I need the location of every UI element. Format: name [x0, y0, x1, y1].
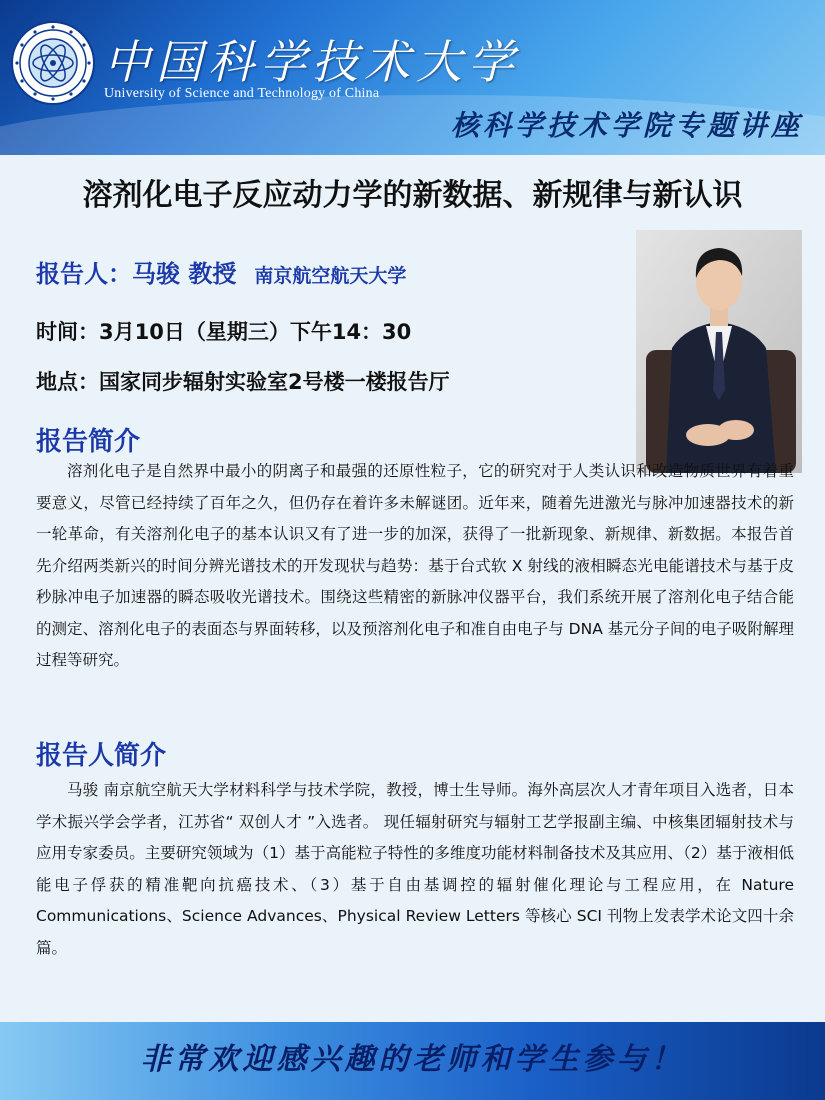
intro-heading: 报告简介 — [36, 427, 141, 457]
header-banner — [0, 0, 825, 155]
speaker-portrait-photo — [636, 230, 802, 473]
university-name-cn: 中国科学技术大学 — [104, 35, 520, 89]
footer-invitation: 非常欢迎感兴趣的老师和学生参与！ — [140, 1042, 685, 1077]
lecture-series-title: 核科学技术学院专题讲座 — [450, 109, 803, 142]
bio-paragraph: 马骏 南京航空航天大学材料科学与技术学院，教授，博士生导师。海外高层次人才青年项目入选者，日本学术振兴学会学者，江苏省“ 双创人才 ”入选者。 现任辐射研究与辐射工艺学报副主编、中核集团辐射技术与应用专家委员。主要研究领域为（1）基于高能粒子特性的多维度功能材料制备技术及其应用、（2）基于液相低能电子俘获的精准靶向抗癌技术、（3）基于自由基调控的辐射催化理论与工程应用，在 Nature Communications、Science Advances、Physical Review Letters 等核心 SCI 刊物上发表学术论文四十余篇。 — [36, 781, 794, 957]
lecture-time: 时间：3月10日（星期三）下午14：30 — [36, 320, 412, 344]
ustc-emblem-icon — [10, 20, 96, 106]
bio-heading: 报告人简介 — [36, 741, 167, 771]
intro-paragraph: 溶剂化电子是自然界中最小的阴离子和最强的还原性粒子，它的研究对于人类认识和改造物质世界有着重要意义，尽管已经持续了百年之久，但仍存在着许多未解谜团。近年来，随着先进激光与脉冲加速器技术的新一轮革命，有关溶剂化电子的基本认识又有了进一步的加深，获得了一批新现象、新规律、新数据。本报告首先介绍两类新兴的时间分辨光谱技术的开发现状与趋势：基于台式软 X 射线的液相瞬态光电能谱技术与基于皮秒脉冲电子加速器的瞬态吸收光谱技术。围绕这些精密的新脉冲仪器平台，我们系统开展了溶剂化电子结合能的测定、溶剂化电子的表面态与界面转移，以及预溶剂化电子和准自由电子与 DNA 基元分子间的电子吸附解理过程等研究。 — [36, 462, 794, 669]
speaker-name: 报告人：马骏 教授 — [36, 260, 237, 288]
speaker-affiliation: 南京航空航天大学 — [254, 265, 407, 287]
lecture-title: 溶剂化电子反应动力学的新数据、新规律与新认识 — [82, 178, 743, 213]
lecture-place: 地点：国家同步辐射实验室2号楼一楼报告厅 — [36, 370, 450, 394]
speaker-line — [36, 254, 406, 289]
university-name-en: University of Science and Technology of China — [104, 86, 380, 101]
